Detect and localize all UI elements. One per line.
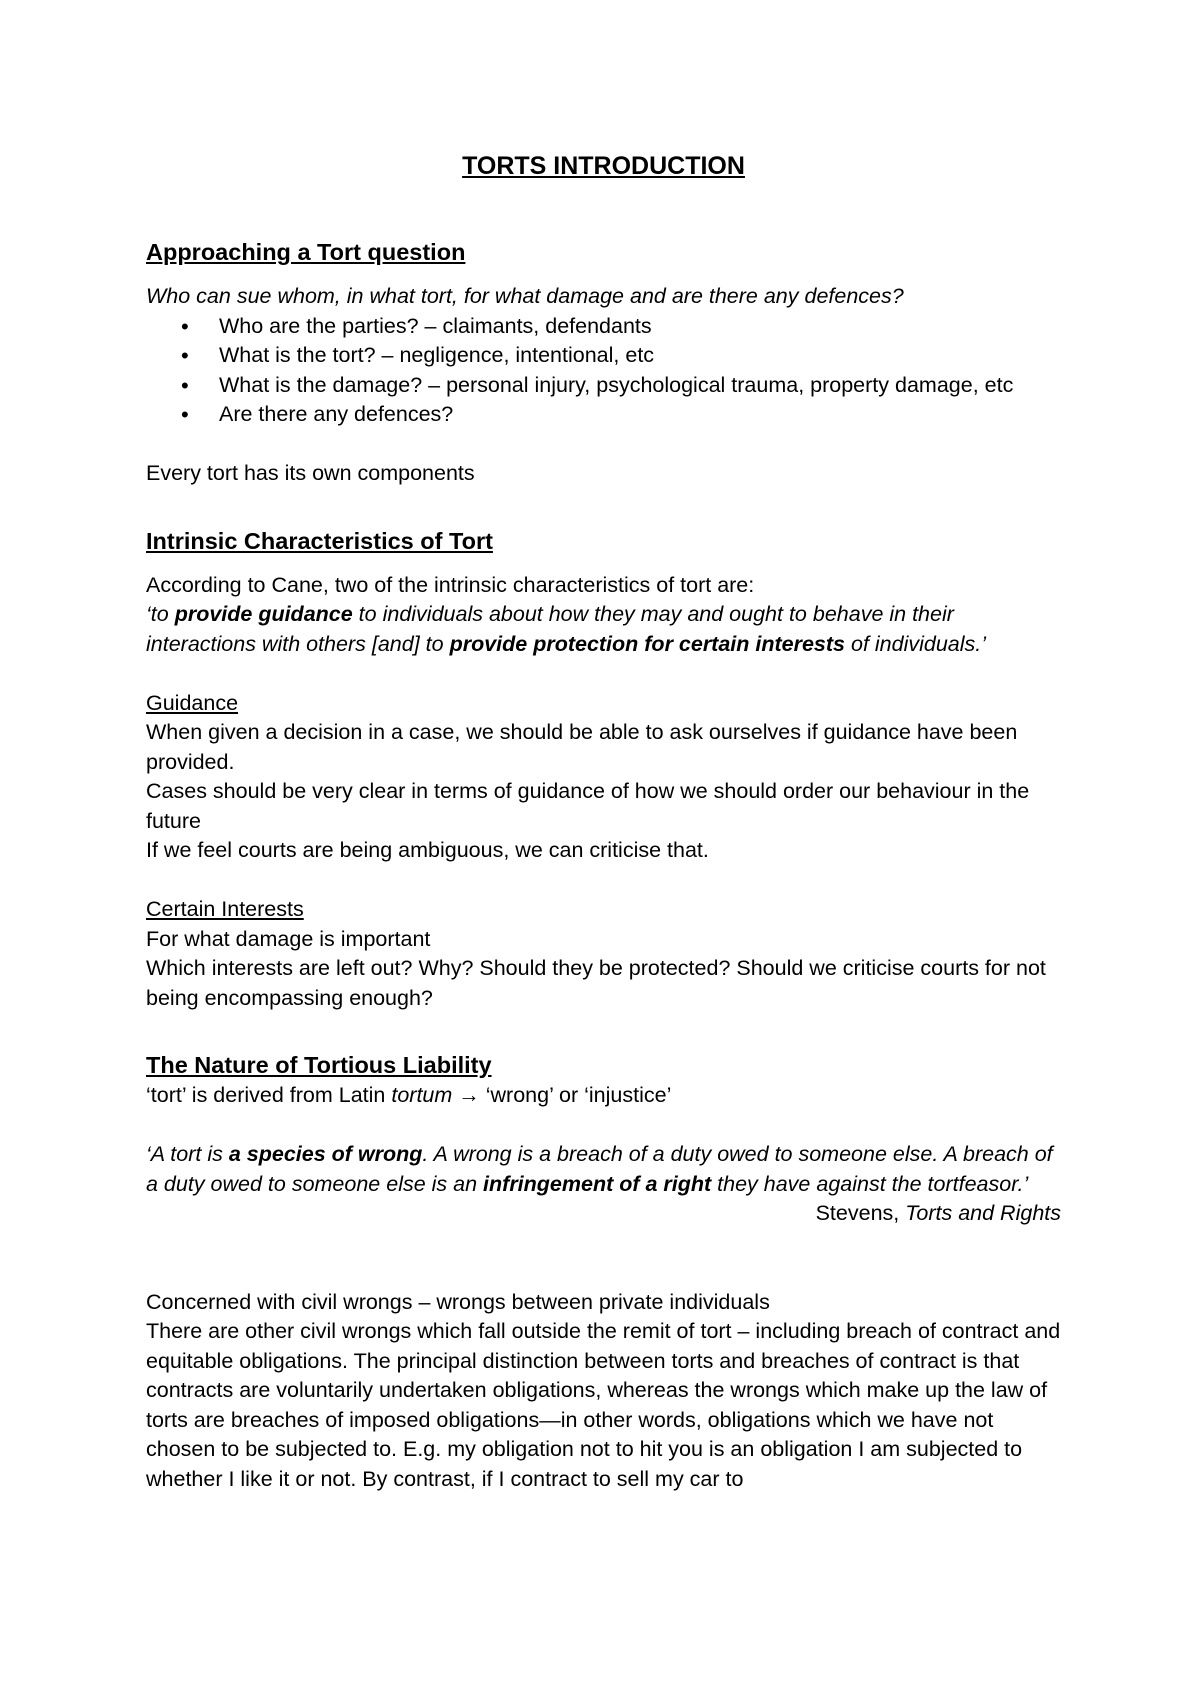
- guidance-line: When given a decision in a case, we should be able to ask ourselves if guidance have been provided.: [146, 720, 1018, 774]
- civil-wrongs-paragraph: There are other civil wrongs which fall outside the remit of tort – including breach of contract and equitable obligations. The principal distinction between torts and breaches of contract is that contracts are voluntarily undertaken obligations, whereas the wrongs which make up the law of torts are breaches of imposed obligations—in other words, obligations which we have not chosen to be subjected to. E.g. my obligation not to hit you is an obligation I am subjected to whether I like it or not. By contrast, if I contract to sell my car to: [146, 1319, 1061, 1491]
- quote-citation: [146, 1199, 1061, 1229]
- heading-approaching: Approaching a Tort question: [146, 239, 466, 265]
- heading-nature: The Nature of Tortious Liability: [146, 1052, 492, 1078]
- interests-line: For what damage is important: [146, 926, 431, 951]
- citation-author: Stevens,: [815, 1201, 906, 1225]
- section-nature: [146, 1049, 1061, 1494]
- quote-emphasis: infringement of a right: [483, 1171, 712, 1196]
- stevens-quote: [146, 1140, 1061, 1199]
- section-approaching: [146, 236, 1061, 489]
- document-body: [146, 150, 1061, 1494]
- section-intrinsic: [146, 525, 1061, 1014]
- heading-guidance: Guidance: [146, 690, 239, 715]
- question-bullet-list: [146, 312, 1061, 430]
- guiding-question: Who can sue whom, in what tort, for what damage and are there any defences?: [146, 284, 904, 308]
- tort-derivation: [146, 1081, 1061, 1111]
- list-item: • Are there any defences?: [219, 400, 1061, 430]
- guidance-line: Cases should be very clear in terms of guidance of how we should order our behaviour in the future: [146, 779, 1030, 833]
- list-item: • What is the damage? – personal injury, psychological trauma, property damage, etc: [219, 371, 1061, 401]
- interests-line: Which interests are left out? Why? Should they be protected? Should we criticise courts for not being encompassing enough?: [146, 956, 1046, 1010]
- quote-emphasis: provide protection for certain interests: [449, 631, 846, 656]
- heading-intrinsic: Intrinsic Characteristics of Tort: [146, 527, 493, 554]
- derivation-text: ‘wrong’ or ‘injustice’: [479, 1083, 672, 1107]
- document-title: TORTS INTRODUCTION: [462, 152, 745, 180]
- subsection-interests: [146, 895, 1061, 1013]
- latin-term: tortum: [391, 1083, 453, 1107]
- arrow-icon: →: [458, 1083, 480, 1107]
- quote-text: ‘to: [146, 602, 175, 626]
- quote-text: . A wrong is a breach of a duty owed to someone else. A breach of a duty owed to someone else is an: [146, 1142, 1053, 1196]
- components-note: Every tort has its own components: [146, 461, 475, 485]
- quote-text: ‘A tort is: [146, 1142, 229, 1166]
- list-item: • What is the tort? – negligence, intentional, etc: [219, 341, 1061, 371]
- quote-text: they have against the tortfeasor.’: [711, 1171, 1029, 1196]
- derivation-text: ‘tort’ is derived from Latin: [146, 1083, 392, 1107]
- civil-wrongs-line: Concerned with civil wrongs – wrongs between private individuals: [146, 1289, 770, 1314]
- quote-emphasis: a species of wrong: [228, 1142, 423, 1166]
- citation-work: Torts and Rights: [905, 1201, 1061, 1225]
- quote-text: to individuals about how they may and ought to behave in their interactions with others [and] to: [146, 602, 954, 656]
- heading-interests: Certain Interests: [146, 897, 304, 921]
- quote-emphasis: provide guidance: [174, 602, 353, 626]
- subsection-guidance: [146, 689, 1061, 866]
- cane-intro: According to Cane, two of the intrinsic characteristics of tort are:: [146, 572, 755, 597]
- guidance-line: If we feel courts are being ambiguous, we can criticise that.: [146, 838, 709, 862]
- cane-quote: [146, 600, 1061, 659]
- quote-text: of individuals.’: [845, 631, 987, 656]
- list-item: • Who are the parties? – claimants, defendants: [219, 312, 1061, 342]
